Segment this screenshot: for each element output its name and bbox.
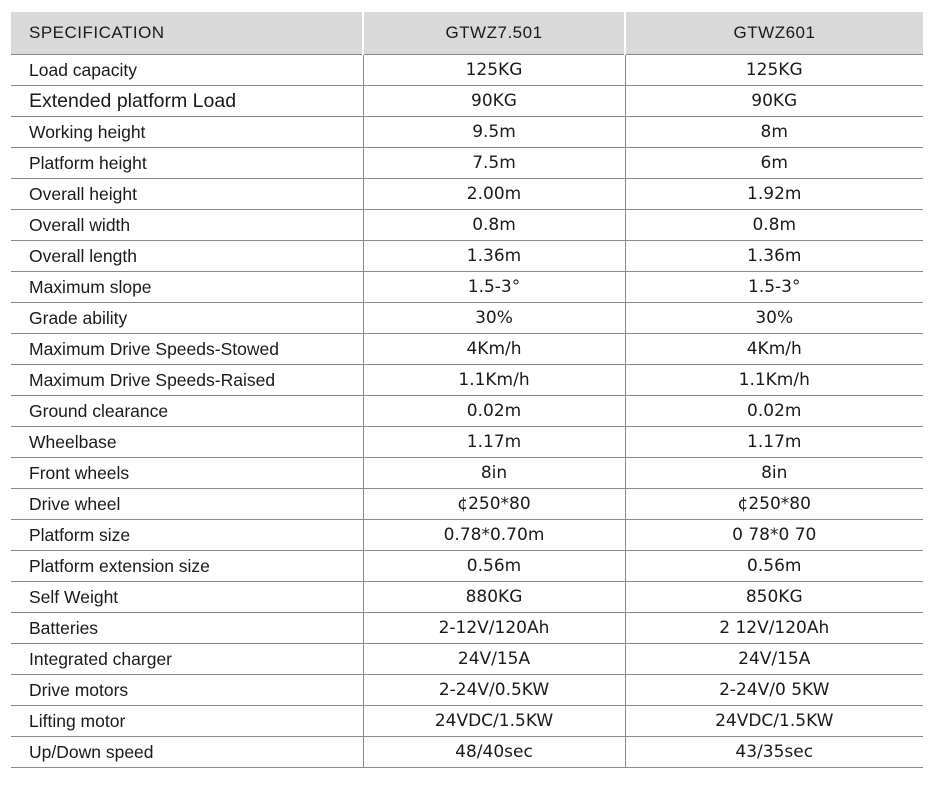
spec-label: Maximum Drive Speeds-Stowed [11, 334, 363, 365]
value-gtwz7501: 7.5m [363, 148, 625, 179]
table-row [11, 179, 923, 210]
spec-label: Grade ability [11, 303, 363, 334]
spec-label: Drive wheel [11, 489, 363, 520]
spec-label: Front wheels [11, 458, 363, 489]
table-row [11, 365, 923, 396]
header-row [11, 12, 923, 55]
table-row [11, 520, 923, 551]
value-gtwz7501: 1.1Km/h [363, 365, 625, 396]
spec-label: Platform size [11, 520, 363, 551]
spec-label: Platform height [11, 148, 363, 179]
value-gtwz601: 1.5-3° [625, 272, 923, 303]
value-gtwz7501: 9.5m [363, 117, 625, 148]
value-gtwz601: 43/35sec [625, 737, 923, 768]
value-gtwz7501: 1.36m [363, 241, 625, 272]
spec-label: Up/Down speed [11, 737, 363, 768]
spec-label: Overall height [11, 179, 363, 210]
value-gtwz601: 0 78*0 70 [625, 520, 923, 551]
spec-label: Overall length [11, 241, 363, 272]
value-gtwz601: 850KG [625, 582, 923, 613]
header-model-gtwz7501: GTWZ7.501 [363, 12, 625, 55]
table-row [11, 706, 923, 737]
value-gtwz7501: 2-24V/0.5KW [363, 675, 625, 706]
table-row [11, 210, 923, 241]
value-gtwz7501: 125KG [363, 55, 625, 86]
value-gtwz7501: ¢250*80 [363, 489, 625, 520]
table-row [11, 303, 923, 334]
value-gtwz601: 8in [625, 458, 923, 489]
spec-label: Wheelbase [11, 427, 363, 458]
value-gtwz601: 24VDC/1.5KW [625, 706, 923, 737]
table-row [11, 737, 923, 768]
table-row [11, 675, 923, 706]
spec-label: Load capacity [11, 55, 363, 86]
spec-label: Ground clearance [11, 396, 363, 427]
spec-label: Working height [11, 117, 363, 148]
table-row [11, 86, 923, 117]
table-row [11, 582, 923, 613]
value-gtwz7501: 2-12V/120Ah [363, 613, 625, 644]
value-gtwz7501: 4Km/h [363, 334, 625, 365]
table-row [11, 272, 923, 303]
value-gtwz7501: 24V/15A [363, 644, 625, 675]
table-row [11, 117, 923, 148]
table-body [11, 55, 923, 768]
table-row [11, 148, 923, 179]
value-gtwz601: 0.8m [625, 210, 923, 241]
value-gtwz601: 1.36m [625, 241, 923, 272]
value-gtwz601: 1.17m [625, 427, 923, 458]
value-gtwz601: 125KG [625, 55, 923, 86]
table-row [11, 489, 923, 520]
value-gtwz7501: 880KG [363, 582, 625, 613]
value-gtwz7501: 90KG [363, 86, 625, 117]
spec-label: Maximum Drive Speeds-Raised [11, 365, 363, 396]
value-gtwz601: 24V/15A [625, 644, 923, 675]
spec-label: Overall width [11, 210, 363, 241]
specification-table [11, 12, 923, 768]
value-gtwz7501: 1.17m [363, 427, 625, 458]
value-gtwz7501: 2.00m [363, 179, 625, 210]
table-row [11, 55, 923, 86]
value-gtwz601: 90KG [625, 86, 923, 117]
value-gtwz7501: 24VDC/1.5KW [363, 706, 625, 737]
spec-label: Self Weight [11, 582, 363, 613]
value-gtwz601: 2-24V/0 5KW [625, 675, 923, 706]
table-row [11, 551, 923, 582]
spec-label: Integrated charger [11, 644, 363, 675]
spec-label: Platform extension size [11, 551, 363, 582]
spec-label: Drive motors [11, 675, 363, 706]
spec-label: Extended platform Load [11, 86, 363, 117]
value-gtwz7501: 0.02m [363, 396, 625, 427]
value-gtwz7501: 8in [363, 458, 625, 489]
header-model-gtwz601: GTWZ601 [625, 12, 923, 55]
value-gtwz7501: 0.56m [363, 551, 625, 582]
value-gtwz601: 4Km/h [625, 334, 923, 365]
table-row [11, 396, 923, 427]
value-gtwz601: 0.02m [625, 396, 923, 427]
value-gtwz7501: 0.78*0.70m [363, 520, 625, 551]
table-row [11, 241, 923, 272]
table-row [11, 644, 923, 675]
table-row [11, 427, 923, 458]
value-gtwz601: 1.92m [625, 179, 923, 210]
header-specification: SPECIFICATION [11, 12, 363, 55]
value-gtwz601: 0.56m [625, 551, 923, 582]
value-gtwz601: ¢250*80 [625, 489, 923, 520]
value-gtwz601: 1.1Km/h [625, 365, 923, 396]
value-gtwz7501: 1.5-3° [363, 272, 625, 303]
value-gtwz601: 8m [625, 117, 923, 148]
value-gtwz7501: 48/40sec [363, 737, 625, 768]
value-gtwz7501: 0.8m [363, 210, 625, 241]
value-gtwz7501: 30% [363, 303, 625, 334]
table-row [11, 334, 923, 365]
value-gtwz601: 6m [625, 148, 923, 179]
value-gtwz601: 30% [625, 303, 923, 334]
spec-label: Maximum slope [11, 272, 363, 303]
spec-label: Lifting motor [11, 706, 363, 737]
value-gtwz601: 2 12V/120Ah [625, 613, 923, 644]
spec-label: Batteries [11, 613, 363, 644]
table-row [11, 458, 923, 489]
table-row [11, 613, 923, 644]
